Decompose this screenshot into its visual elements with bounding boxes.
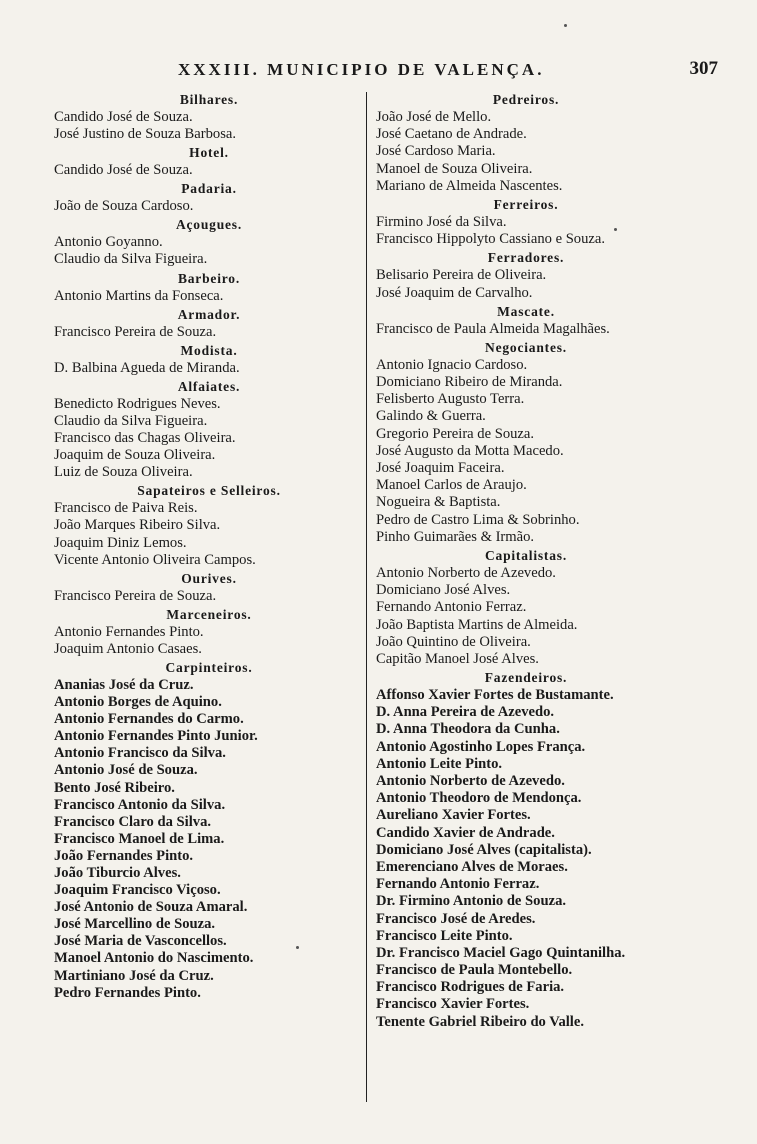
section-capitalistas	[376, 546, 676, 668]
directory-entry: João Quintino de Oliveira.	[376, 633, 531, 650]
directory-entry: José Augusto da Motta Macedo.	[376, 442, 564, 459]
directory-entry: Francisco Pereira de Souza.	[54, 587, 217, 604]
directory-entry: Dr. Firmino Antonio de Souza.	[376, 893, 567, 910]
directory-entry: Benedicto Rodrigues Neves.	[54, 395, 221, 412]
directory-entry: D. Balbina Agueda de Miranda.	[54, 359, 240, 376]
directory-entry: Antonio Norberto de Azevedo.	[376, 773, 565, 789]
directory-entry: Francisco de Paula Almeida Magalhães.	[376, 320, 610, 337]
directory-entry: Claudio da Silva Figueira.	[54, 251, 208, 268]
directory-entry: Capitão Manoel José Alves.	[376, 650, 539, 667]
directory-entry: Antonio Agostinho Lopes França.	[376, 738, 586, 755]
directory-entry: Claudio da Silva Figueira.	[54, 412, 208, 429]
directory-entry: Pedro de Castro Lima & Sobrinho.	[376, 511, 580, 528]
directory-entry: Antonio Ignacio Cardoso.	[376, 356, 528, 373]
directory-entry: D. Anna Theodora da Cunha.	[376, 721, 560, 738]
directory-entry: Antonio Francisco da Silva.	[54, 745, 226, 762]
directory-entry: Antonio Borges de Aquino.	[54, 694, 222, 711]
directory-entry: Nogueira & Baptista.	[376, 494, 501, 511]
left-column	[54, 90, 364, 1002]
directory-entry: José Marcellino de Souza.	[54, 916, 216, 933]
section-heading: Capitalistas.	[484, 547, 568, 563]
directory-entry: Fernando Antonio Ferraz.	[376, 599, 527, 616]
directory-entry: Antonio Goyanno.	[54, 234, 163, 251]
section-heading: Pedreiros.	[492, 92, 560, 107]
section-marceneiros	[54, 605, 364, 658]
directory-entry: Dr. Francisco Maciel Gago Quintanilha.	[376, 944, 626, 961]
section-heading: Modista.	[180, 342, 238, 358]
directory-entry: Francisco Manoel de Lima.	[54, 830, 225, 847]
section-heading: Ferreiros.	[493, 196, 559, 212]
section-heading: Ourives.	[181, 570, 237, 586]
directory-entry: João Baptista Martins de Almeida.	[376, 616, 578, 633]
directory-entry: Francisco Leite Pinto.	[376, 927, 513, 944]
directory-entry: Antonio Theodoro de Mendonça.	[376, 790, 582, 807]
directory-entry: Francisco José de Aredes.	[376, 910, 536, 927]
section-ferradores	[376, 248, 676, 301]
directory-entry: Felisberto Augusto Terra.	[376, 391, 525, 408]
section-heading: Negociantes.	[485, 339, 567, 355]
directory-entry: José Cardoso Maria.	[376, 143, 496, 160]
directory-entry: Manoel Carlos de Araujo.	[376, 477, 527, 494]
print-speck	[296, 946, 299, 949]
directory-entry: Domiciano José Alves (capitalista).	[376, 841, 592, 858]
section-hotel	[54, 143, 364, 179]
directory-entry: José Antonio de Souza Amaral.	[54, 899, 248, 916]
section-heading: Alfaiates.	[177, 378, 241, 394]
directory-entry: Antonio Fernandes do Carmo.	[54, 711, 244, 728]
section-heading: Hotel.	[189, 145, 229, 161]
right-column	[376, 90, 676, 1031]
directory-entry: José Maria de Vasconcellos.	[54, 933, 227, 950]
section-heading: Açougues.	[175, 217, 243, 233]
section-heading: Marceneiros.	[166, 606, 252, 622]
directory-entry: Antonio Norberto de Azevedo.	[376, 564, 556, 581]
section-heading: Ferradores.	[487, 250, 565, 266]
section-sapateiros-e-selleiros	[54, 481, 364, 568]
directory-entry: Luiz de Souza Oliveira.	[54, 464, 193, 481]
section-armador	[54, 305, 364, 341]
directory-entry: João Marques Ribeiro Silva.	[54, 517, 221, 534]
section-bilhares	[54, 90, 364, 143]
section-pedreiros	[376, 90, 676, 195]
directory-entry: Candido José de Souza.	[54, 109, 193, 125]
page-header	[178, 60, 718, 80]
directory-entry: Francisco Pereira de Souza.	[54, 323, 217, 340]
directory-entry: Belisario Pereira de Oliveira.	[376, 267, 547, 284]
directory-entry: Joaquim Antonio Casaes.	[54, 640, 202, 657]
page-number: 307	[689, 58, 718, 79]
directory-entry: José Joaquim Faceira.	[376, 460, 505, 476]
section-heading: Bilhares.	[179, 92, 239, 107]
directory-entry: Fernando Antonio Ferraz.	[376, 876, 540, 893]
directory-entry: Francisco Hippolyto Cassiano e Souza.	[376, 231, 606, 248]
directory-entry: Antonio Martins da Fonseca.	[54, 287, 224, 304]
directory-entry: Galindo & Guerra.	[376, 408, 486, 425]
directory-entry: Vicente Antonio Oliveira Campos.	[54, 551, 256, 568]
directory-entry: Martiniano José da Cruz.	[54, 967, 214, 984]
directory-entry: Antonio Leite Pinto.	[376, 755, 503, 772]
page-title: XXXIII. MUNICIPIO DE VALENÇA.	[178, 60, 545, 79]
directory-entry: Affonso Xavier Fortes de Bustamante.	[376, 687, 614, 704]
section-heading: Carpinteiros.	[165, 659, 253, 675]
directory-entry: Antonio Fernandes Pinto.	[54, 623, 204, 640]
column-divider	[366, 92, 367, 1102]
directory-entry: Manoel de Souza Oliveira.	[376, 160, 533, 177]
section-heading: Padaria.	[181, 181, 237, 197]
section-modista	[54, 341, 364, 377]
directory-entry: Antonio José de Souza.	[54, 762, 198, 779]
directory-entry: Candido Xavier de Andrade.	[376, 824, 555, 841]
directory-entry: Tenente Gabriel Ribeiro do Valle.	[376, 1013, 584, 1030]
directory-entry: Domiciano Ribeiro de Miranda.	[376, 374, 563, 391]
section-heading: Sapateiros e Selleiros.	[137, 483, 281, 499]
directory-entry: João de Souza Cardoso.	[54, 198, 194, 215]
directory-entry: Mariano de Almeida Nascentes.	[376, 177, 563, 194]
section-acougues	[54, 215, 364, 268]
directory-entry: Francisco Antonio da Silva.	[54, 796, 226, 813]
directory-entry: João Fernandes Pinto.	[54, 847, 194, 864]
section-heading: Fazendeiros.	[484, 670, 568, 686]
directory-entry: João Tiburcio Alves.	[54, 865, 181, 881]
section-negociantes	[376, 338, 676, 546]
directory-entry: Francisco das Chagas Oliveira.	[54, 430, 236, 447]
print-speck	[614, 228, 617, 231]
section-ourives	[54, 569, 364, 605]
section-ferreiros	[376, 195, 676, 248]
section-heading: Barbeiro.	[177, 270, 241, 286]
directory-entry: Francisco Rodrigues de Faria.	[376, 979, 565, 996]
section-barbeiro	[54, 269, 364, 305]
directory-entry: João José de Mello.	[376, 109, 492, 125]
section-heading: Mascate.	[497, 303, 555, 319]
directory-entry: Gregorio Pereira de Souza.	[376, 425, 535, 442]
directory-entry: Domiciano José Alves.	[376, 582, 511, 599]
directory-entry: Antonio Fernandes Pinto Junior.	[54, 728, 258, 745]
directory-entry: Pinho Guimarães & Irmão.	[376, 528, 535, 545]
directory-entry: Ananias José da Cruz.	[54, 676, 194, 693]
directory-entry: Joaquim Francisco Viçoso.	[54, 882, 221, 899]
directory-entry: José Caetano de Andrade.	[376, 126, 527, 143]
directory-entry: Aureliano Xavier Fortes.	[376, 807, 531, 824]
directory-entry: Francisco Xavier Fortes.	[376, 996, 530, 1013]
directory-entry: Francisco Claro da Silva.	[54, 813, 212, 830]
section-padaria	[54, 179, 364, 215]
directory-entry: José Joaquim de Carvalho.	[376, 284, 533, 301]
directory-entry: Joaquim de Souza Oliveira.	[54, 447, 216, 464]
section-alfaiates	[54, 377, 364, 481]
directory-entry: Firmino José da Silva.	[376, 213, 507, 230]
directory-entry: D. Anna Pereira de Azevedo.	[376, 704, 555, 721]
section-carpinteiros	[54, 658, 364, 1002]
directory-entry: Francisco de Paula Montebello.	[376, 962, 573, 979]
directory-entry: Pedro Fernandes Pinto.	[54, 984, 201, 1001]
print-speck	[564, 24, 567, 27]
directory-entry: Emerenciano Alves de Moraes.	[376, 858, 568, 875]
directory-entry: José Justino de Souza Barbosa.	[54, 126, 236, 143]
directory-entry: Joaquim Diniz Lemos.	[54, 534, 187, 551]
directory-entry: Manoel Antonio do Nascimento.	[54, 950, 254, 967]
section-fazendeiros	[376, 668, 676, 1031]
directory-entry: Bento José Ribeiro.	[54, 779, 175, 796]
directory-entry: Candido José de Souza.	[54, 162, 193, 179]
directory-entry: Francisco de Paiva Reis.	[54, 500, 198, 517]
section-mascate	[376, 302, 676, 338]
section-heading: Armador.	[177, 306, 241, 322]
